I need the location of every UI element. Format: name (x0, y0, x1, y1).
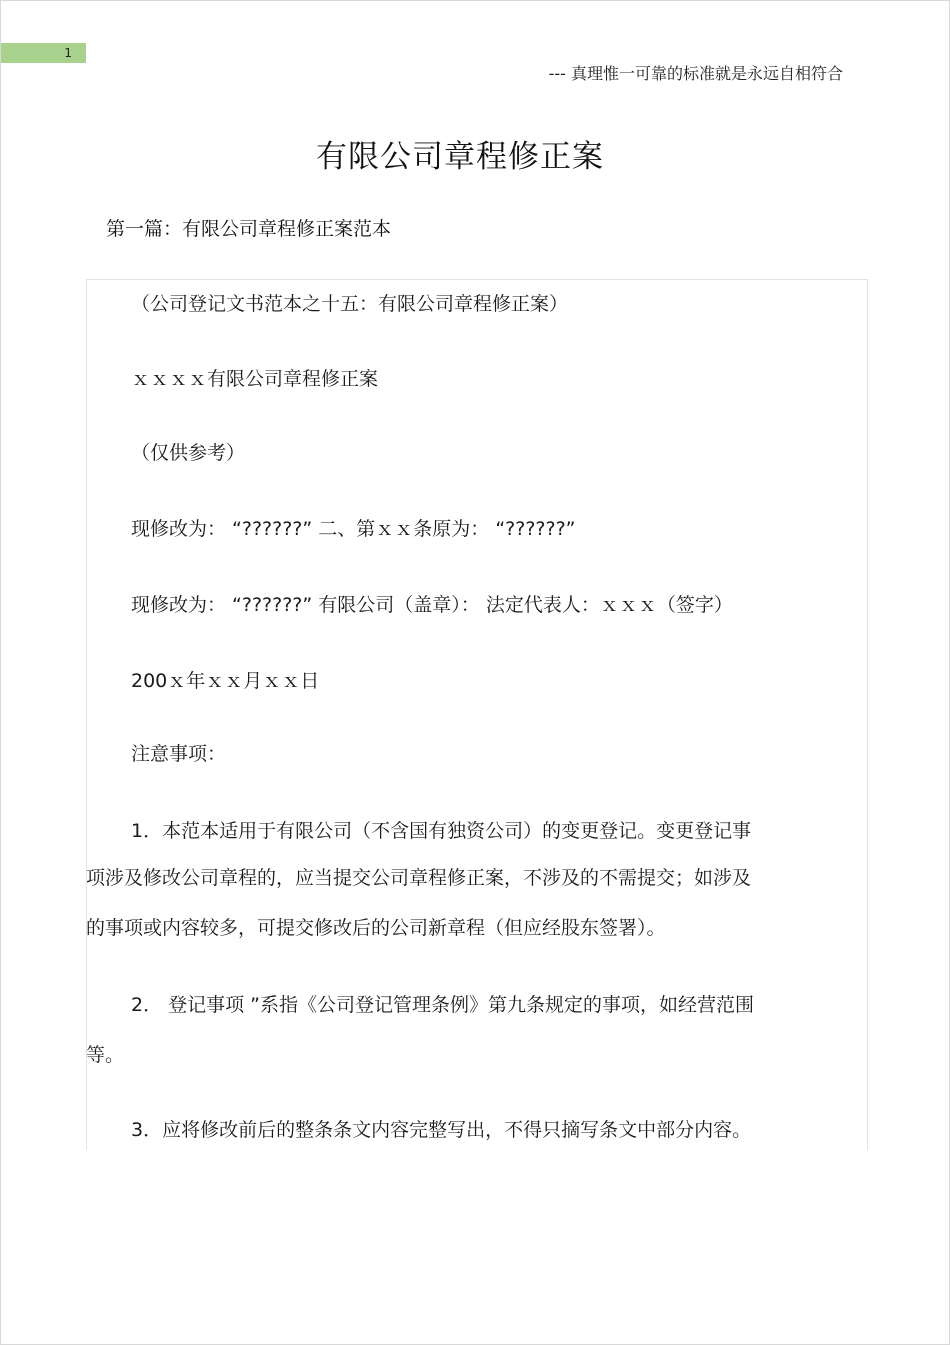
notes-heading: 注意事项： (131, 743, 227, 765)
page-number-tab (1, 43, 86, 63)
content-frame (86, 279, 868, 1150)
amendment-line-1: 现修改为： “??????” 二、第ｘｘ条原为： “??????” (131, 518, 576, 540)
note-1-line-2: 项涉及修改公司章程的，应当提交公司章程修正案，不涉及的不需提交；如涉及 (86, 867, 752, 889)
date-line: 200ｘ年ｘｘ月ｘｘ日 (131, 670, 320, 692)
reference-note: （仅供参考） (131, 442, 246, 464)
header-motto: --- 真理惟一可靠的标准就是永远自相符合 (548, 64, 843, 83)
page-number: 1 (64, 46, 72, 60)
note-1-line-3: 的事项或内容较多，可提交修改后的公司新章程（但应经股东签署）。 (86, 917, 666, 939)
amendment-heading: ｘｘｘｘ有限公司章程修正案 (131, 368, 379, 390)
note-3: 3．应将修改前后的整条条文内容完整写出，不得只摘写条文中部分内容。 (131, 1119, 752, 1141)
note-1-line-1: 1．本范本适用于有限公司（不含国有独资公司）的变更登记。变更登记事 (131, 820, 752, 842)
template-caption: （公司登记文书范本之十五：有限公司章程修正案） (131, 293, 569, 315)
note-2-line-1: 2． 登记事项 ”系指《公司登记管理条例》第九条规定的事项，如经营范围 (131, 994, 755, 1016)
note-2-line-2: 等。 (86, 1044, 125, 1066)
section-subtitle: 第一篇：有限公司章程修正案范本 (106, 218, 392, 240)
amendment-line-2: 现修改为： “??????” 有限公司（盖章）： 法定代表人：ｘｘｘ（签字） (131, 594, 733, 616)
document-title: 有限公司章程修正案 (316, 139, 604, 175)
